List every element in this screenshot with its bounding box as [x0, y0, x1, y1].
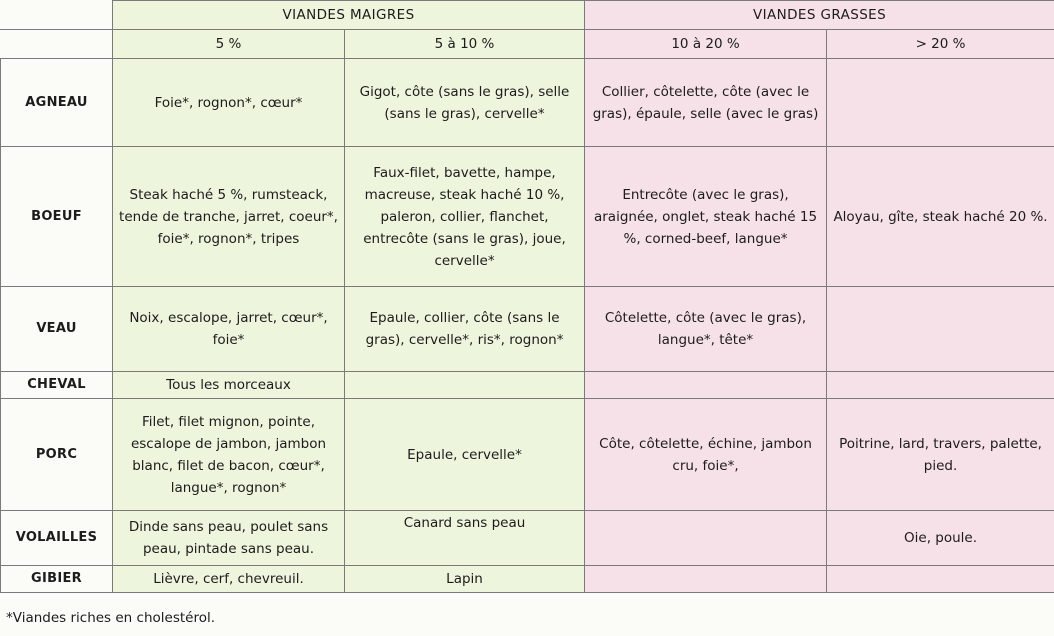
cell — [585, 372, 827, 399]
column-header: 5 % — [113, 30, 345, 59]
row-header-porc: PORC — [1, 399, 113, 511]
cell: Poitrine, lard, travers, palette, pied. — [827, 399, 1054, 511]
row-header-cheval: CHEVAL — [1, 372, 113, 399]
cell: Noix, escalope, jarret, cœur*, foie* — [113, 287, 345, 372]
table-row — [1, 372, 1054, 399]
table-row — [1, 147, 1054, 287]
cell: Epaule, collier, côte (sans le gras), cervelle*, ris*, rognon* — [345, 287, 585, 372]
fat-meats-header: VIANDES GRASSES — [585, 1, 1054, 30]
cell: Aloyau, gîte, steak haché 20 %. — [827, 147, 1054, 287]
cell: Lapin — [345, 566, 585, 593]
table-row — [1, 511, 1054, 566]
cell: Entrecôte (avec le gras), araignée, onglet, steak haché 15 %, corned-beef, langue* — [585, 147, 827, 287]
cell: Epaule, cervelle* — [345, 399, 585, 511]
group-header-row — [1, 1, 1054, 30]
cell — [827, 287, 1054, 372]
corner-cell — [1, 30, 113, 59]
cell: Gigot, côte (sans le gras), selle (sans le gras), cervelle* — [345, 59, 585, 147]
cell: Foie*, rognon*, cœur* — [113, 59, 345, 147]
cell: Lièvre, cerf, chevreuil. — [113, 566, 345, 593]
table-row — [1, 59, 1054, 147]
row-header-agneau: AGNEAU — [1, 59, 113, 147]
corner-cell — [1, 1, 113, 30]
cell — [585, 566, 827, 593]
row-header-volailles: VOLAILLES — [1, 511, 113, 566]
cell: Canard sans peau — [345, 511, 585, 566]
cell — [827, 372, 1054, 399]
lean-meats-header: VIANDES MAIGRES — [113, 1, 585, 30]
row-header-gibier: GIBIER — [1, 566, 113, 593]
row-header-veau: VEAU — [1, 287, 113, 372]
cell: Côte, côtelette, échine, jambon cru, foie*, — [585, 399, 827, 511]
cell — [345, 372, 585, 399]
table-row — [1, 287, 1054, 372]
cholesterol-footnote: *Viandes riches en cholestérol. — [6, 610, 216, 626]
table-row — [1, 399, 1054, 511]
cell — [827, 59, 1054, 147]
cell: Collier, côtelette, côte (avec le gras), épaule, selle (avec le gras) — [585, 59, 827, 147]
column-header: > 20 % — [827, 30, 1054, 59]
percent-header-row — [1, 30, 1054, 59]
cell: Steak haché 5 %, rumsteack, tende de tranche, jarret, coeur*, foie*, rognon*, tripes — [113, 147, 345, 287]
table-row — [1, 566, 1054, 593]
cell: Oie, poule. — [827, 511, 1054, 566]
cell: Filet, filet mignon, pointe, escalope de jambon, jambon blanc, filet de bacon, cœur*, langue*, rognon* — [113, 399, 345, 511]
cell: Dinde sans peau, poulet sans peau, pintade sans peau. — [113, 511, 345, 566]
cell — [827, 566, 1054, 593]
cell — [585, 511, 827, 566]
column-header: 5 à 10 % — [345, 30, 585, 59]
cell: Tous les morceaux — [113, 372, 345, 399]
cell: Côtelette, côte (avec le gras), langue*, tête* — [585, 287, 827, 372]
cell: Faux-filet, bavette, hampe, macreuse, steak haché 10 %, paleron, collier, flanchet, entrecôte (sans le gras), joue, cervelle* — [345, 147, 585, 287]
column-header: 10 à 20 % — [585, 30, 827, 59]
row-header-boeuf: BOEUF — [1, 147, 113, 287]
